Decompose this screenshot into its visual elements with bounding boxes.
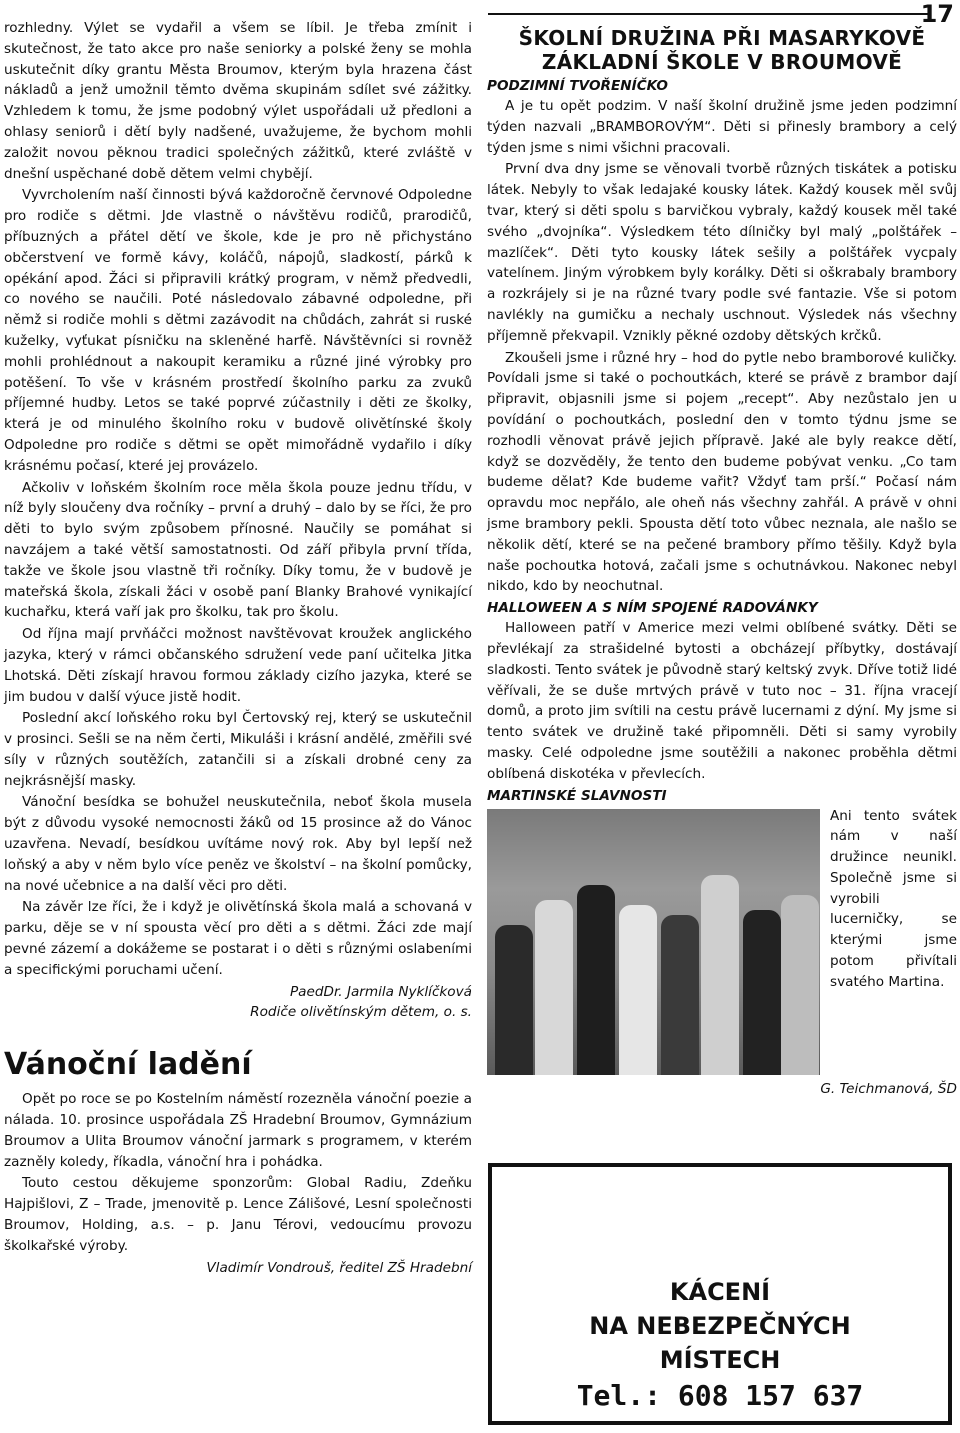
organization-signature: Rodiče olivětínským dětem, o. s. [250,1004,472,1021]
section-subheading: PODZIMNÍ TVOŘENÍČKO [487,78,668,94]
article-paragraph: Od října mají prvňáčci možnost navštěvovat kroužek anglického jazyka, který v rámci občanského sdružení vede paní učitelka Jitka Lhotská. Děti získají hravou formou základy cizího jazyka, které se jim budou v další výuce jistě hodit. [4,626,472,705]
article-paragraph: Zkoušeli jsme i různé hry – hod do pytle nebo bramborové kuličky. Povídali jsme si také o pochoutkách, které se právě z brambor dají připravit, objasnili jsme si pojem „recept“. Aby nezůstalo jen u povídání o pochoutkách, poslední den v tomto týdnu jsme se rozhodli věnovat právě jejich přípravě. Jaké ale byly reakce dětí, když se dozvěděly, že tento den budeme pobývat venku. „Co tam budeme dělat? Kde budeme vařit? Vždyť tam prší.“ Počasí nám opravdu moc nepřálo, ale oheň nás všechny zahřál. A právě v ohni jsme brambory pekli. Spousta dětí toto vůbec neznala, ale našlo se několik dětí, které se na pečené brambory přímo těšily. Když byla naše pochoutka hotová, začali jsme s ochutnávkou. Nakonec nebyl nikdo, kdo by neochutnal. [487,349,957,595]
author-signature: PaedDr. Jarmila Nyklíčková [289,983,472,1000]
article-heading-vanocni: Vánoční ladění [4,1047,252,1083]
article-paragraph: A je tu opět podzim. V naší školní družině jsme jeden podzimní týden nazvali „BRAMBOROVÝM“. Děti si přinesly brambory a celý týden jsme s nimi všichni pracovali. [487,98,957,156]
author-signature: G. Teichmanová, ŠD [820,1080,957,1097]
article-paragraph: První dva dny jsme se věnovali tvorbě různých tiskátek a potisku látek. Nebyly to však ledajaké kousky látek. Každý kousek měl svůj tvar, který si děti spolu s barvičkou vybraly, každý kousek měl také svého „dvojníka“. Výsledkem této dílničky byl malý „polštářek – mazlíček“. Děti tyto kousky látek sešily a polštářek vycpaly vatelínem. Jiným výrobkem byly korálky. Děti si oškrabaly brambory a rozkrájely si je na různé tvary podle své fantazie. Vše si potom navlékly na gumičku a nechaly uschnout. Výsledek nás všechny příjemně překvapil. Vznikly pěkné ozdoby dětských krčků. [487,161,957,344]
article-paragraph: Vánoční besídka se bohužel neuskutečnila, neboť škola musela být z důvodu vysoké nemocnosti žáků od 15 prosince až do Vánoc uzavřena. Nevadí, besídkou uvítáme nový rok. Aby byl lepší než loňský a aby v něm bylo více peněz ve školství – na školní pomůcky, na nové učebnice a na další věci pro děti. [4,794,472,894]
article-paragraph: Vyvrcholením naší činnosti bývá každoročně červnové Odpoledne pro rodiče s dětmi. Jde vlastně o návštěvu rodičů, prarodičů, příbuzných a přátel dětí ve škole, kde je pro ně přichystáno občerstvení ve formě kávy, koláčů, nápojů, sladkostí, párků k opékání apod. Žáci si připravili krátký program, v němž předvedli, co nového se naučili. Poté následovalo zábavné odpoledne, při němž si rodiče mohli s dětmi zazávodit na chůdách, zahrát si ruské kuželky, vyťukat písničku na skleněné harfě. Návštěvníci si rovněž mohli prohlédnout a nakoupit keramiku a různé jiné výrobky pro potěšení. To vše v krásném prostředí školního parku za zvuků příjemné hudby. Letos se také poprvé zúčastnily i děti ze školky, která je od minulého školního roku v budově olivětínské školy Odpoledne pro rodiče s dětmi se opět mimořádně vydařilo i díky krásnému počasí, které jej provázelo. [4,187,472,474]
article-paragraph: Touto cestou děkujeme sponzorům: Global Radiu, Zdeňku Hajpišlovi, Z – Trade, jmenovitě p. Lence Zálišové, Lesní společnosti Broumov, Holding, a.s. – p. Janu Térovi, vedoucímu provozu školkařské výroby. [4,1175,472,1254]
right-column [487,18,957,1099]
ad-line: KÁCENÍ [669,1278,771,1306]
school-heading [487,26,957,74]
section-subheading: HALLOWEEN A S NÍM SPOJENÉ RADOVÁNKY [487,600,818,617]
header-rule [488,13,928,15]
section-subheading: MARTINSKÉ SLAVNOSTI [487,787,667,804]
article-paragraph: Halloween patří v Americe mezi velmi oblíbené svátky. Děti se převlékají za strašidelné bytosti a obcházejí příbytky, dostávají sladkosti. Tento svátek je původně starý keltský zvyk. Dříve totiž lidé věřívali, že se duše mrtvých právě v tuto noc – 31. října vracejí domů, a proto jim svítili na cestu právě lucernami z dýní. My jsme si tento svátek ve družině také připomněli. Děti si samy vyrobily masky. Celé odpoledne jsme soutěžili a nakonec proběhla dětmi oblíbená diskotéka v převlecích. [487,620,957,782]
advertisement-text [492,1275,948,1377]
article-paragraph: Ačkoliv v loňském školním roce měla škola pouze jednu třídu, v níž byly sloučeny dva ročníky – první a druhý – dalo by se říci, že pro děti to bylo svým způsobem přínosné. Naučily se pomáhat si navzájem a také větší samostatnosti. Od září přibyla první třída, takže ve škole jsou vlastně tři ročníky. Díky tomu, že v budově je mateřská škola, získali žáci v osobě paní Blanky Brahové vynikající kuchařku, která vaří jak pro školku, tak pro školu. [4,479,472,621]
children-costume-photo [487,809,820,1075]
article-paragraph: Na závěr lze říci, že i když je olivětínská škola malá a schovaná v parku, děje se v ní spousta věcí pro děti a s dětmi. Žáci zde mají pevné zázemí a dokážeme se postarat i o děti s různými oslabeními a specifickými poruchami učení. [4,899,472,978]
article-paragraph: rozhledny. Výlet se vydařil a všem se líbil. Je třeba zmínit i skutečnost, že tato akce pro naše seniorky a polské ženy se mohla uskutečnit díky grantu Města Broumov, kterým byla hrazena část nákladů a jenž umožnil těmto dvěma skupinám sdílet své zážitky. Vzhledem k tomu, že jsme podobný výlet uspořádali už předloni a ohlasy seniorů i dětí byly nadšené, uvažujeme, že bychom mohli založit novou pěknou tradici společných zážitků, které zvláště v dnešní uspěchané době dětem velmi chybějí. [4,20,472,182]
school-heading-line: ZÁKLADNÍ ŠKOLE V BROUMOVĚ [541,50,903,74]
ad-phone: Tel.: 608 157 637 [576,1379,864,1412]
page-number: 17 [920,0,954,28]
advertisement-box [488,1163,952,1425]
left-column [4,18,472,1278]
article-paragraph: Opět po roce se po Kostelním náměstí rozezněla vánoční poezie a nálada. 10. prosince uspořádala ZŠ Hradební Broumov, Gymnázium Broumov a Ulita Broumov vánoční jarmark s programem, v kterém zazněly koledy, říkadla, vánoční hra i pohádka. [4,1091,472,1170]
ad-line: NA NEBEZPEČNÝCH [589,1312,851,1340]
article-paragraph: Poslední akcí loňského roku byl Čertovský rej, který se uskutečnil v prosinci. Sešli se na něm čerti, Mikuláši i krásní andělé, změřili své síly v různých soutěžích, zatančili si a získali drobné ceny za nejkrásnější masky. [4,710,472,789]
author-signature: Vladimír Vondrouš, ředitel ZŠ Hradební [206,1259,472,1276]
school-heading-line: ŠKOLNÍ DRUŽINA PŘI MASARYKOVĚ [518,26,926,50]
article-paragraph: Ani tento svátek nám v naší družince neunikl. Společně jsme si vyrobili lucerničky, se kterými jsme potom přivítali svatého Martina. [830,807,957,990]
ad-line: MÍSTECH [659,1346,781,1374]
